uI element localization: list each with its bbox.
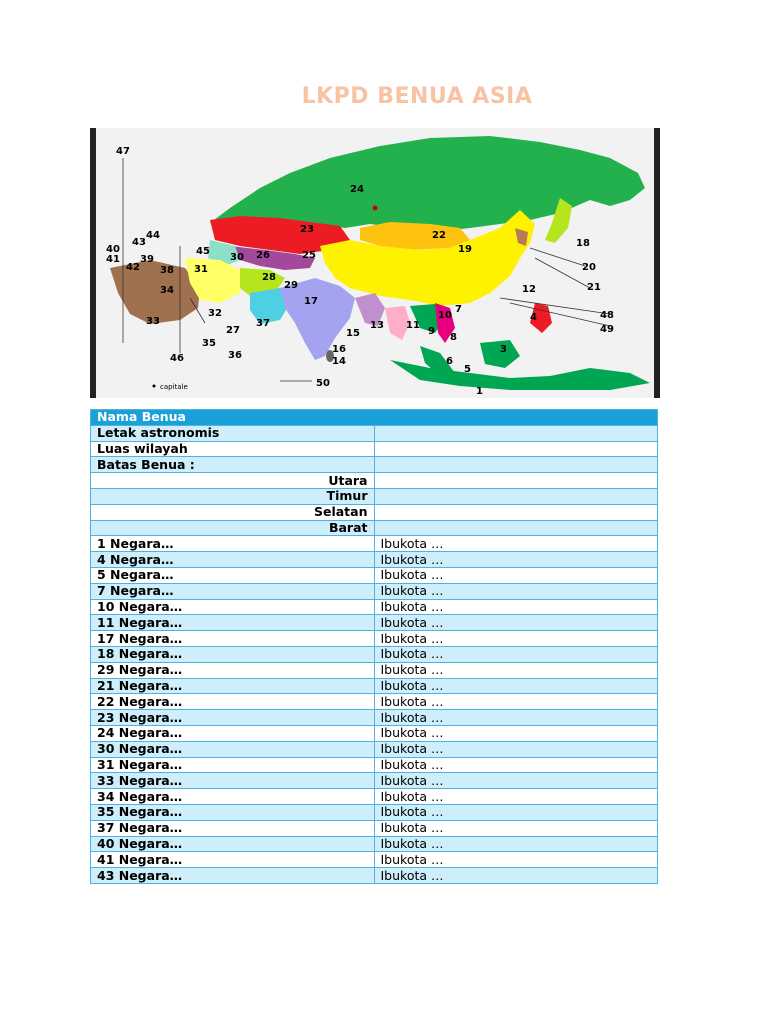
answer-field[interactable] <box>374 441 658 457</box>
capital-field[interactable]: Ibukota … <box>374 631 658 647</box>
capital-field[interactable]: Ibukota … <box>374 536 658 552</box>
map-label: 43 <box>132 237 146 248</box>
map-label: 48 <box>600 310 614 321</box>
country-row <box>91 662 658 678</box>
table-row <box>91 504 658 520</box>
border-label-south: Selatan <box>91 504 375 520</box>
map-label: 12 <box>522 284 536 295</box>
map-label: 19 <box>458 244 472 255</box>
country-row <box>91 836 658 852</box>
capital-field[interactable]: Ibukota … <box>374 567 658 583</box>
country-label: 11 Negara… <box>91 615 375 631</box>
asia-map-svg <box>90 128 660 398</box>
capital-field[interactable]: Ibukota … <box>374 599 658 615</box>
capital-field[interactable]: Ibukota … <box>374 757 658 773</box>
table-row <box>91 520 658 536</box>
country-row <box>91 536 658 552</box>
map-label: 25 <box>302 250 316 261</box>
country-label: 21 Negara… <box>91 678 375 694</box>
country-row <box>91 757 658 773</box>
map-frame-left <box>90 128 96 398</box>
map-label: 18 <box>576 238 590 249</box>
map-label: 14 <box>332 356 346 367</box>
capital-field[interactable]: Ibukota … <box>374 852 658 868</box>
country-row <box>91 615 658 631</box>
map-label: 8 <box>450 332 457 343</box>
lkpd-table <box>90 409 658 884</box>
table-row <box>91 457 658 473</box>
country-label: 40 Negara… <box>91 836 375 852</box>
map-label: 47 <box>116 146 130 157</box>
map-label: 11 <box>406 320 420 331</box>
country-row <box>91 599 658 615</box>
map-label: 36 <box>228 350 242 361</box>
asia-map <box>90 128 660 398</box>
border-label-east: Timur <box>91 488 375 504</box>
country-row <box>91 789 658 805</box>
map-label: 10 <box>438 310 452 321</box>
country-row <box>91 694 658 710</box>
map-label: 35 <box>202 338 216 349</box>
capital-field[interactable]: Ibukota … <box>374 789 658 805</box>
map-label: 49 <box>600 324 614 335</box>
country-label: 29 Negara… <box>91 662 375 678</box>
country-row <box>91 804 658 820</box>
capital-field[interactable]: Ibukota … <box>374 646 658 662</box>
country-rows <box>91 536 658 884</box>
country-label: 7 Negara… <box>91 583 375 599</box>
map-label: 21 <box>587 282 601 293</box>
country-label: 22 Negara… <box>91 694 375 710</box>
country-row <box>91 725 658 741</box>
answer-field[interactable] <box>374 473 658 489</box>
map-label: 7 <box>455 304 462 315</box>
map-legend-text: capitale <box>160 383 188 391</box>
country-label: 34 Negara… <box>91 789 375 805</box>
map-label: 32 <box>208 308 222 319</box>
map-label: 26 <box>256 250 270 261</box>
map-label: 30 <box>230 252 244 263</box>
capital-field[interactable]: Ibukota … <box>374 725 658 741</box>
country-label: 24 Negara… <box>91 725 375 741</box>
country-label: 5 Negara… <box>91 567 375 583</box>
country-label: 30 Negara… <box>91 741 375 757</box>
capital-field[interactable]: Ibukota … <box>374 868 658 884</box>
country-label: 1 Negara… <box>91 536 375 552</box>
country-row <box>91 741 658 757</box>
map-label: 9 <box>428 326 435 337</box>
map-label: 27 <box>226 325 240 336</box>
map-label: 44 <box>146 230 160 241</box>
table-row <box>91 425 658 441</box>
map-label: 31 <box>194 264 208 275</box>
country-row <box>91 820 658 836</box>
row-label: Batas Benua : <box>91 457 375 473</box>
answer-field[interactable] <box>374 425 658 441</box>
map-label: 38 <box>160 265 174 276</box>
capital-field[interactable]: Ibukota … <box>374 678 658 694</box>
country-label: 43 Negara… <box>91 868 375 884</box>
country-row <box>91 868 658 884</box>
capital-field[interactable]: Ibukota … <box>374 552 658 568</box>
country-label: 10 Negara… <box>91 599 375 615</box>
country-label: 31 Negara… <box>91 757 375 773</box>
country-label: 18 Negara… <box>91 646 375 662</box>
country-row <box>91 710 658 726</box>
capital-field[interactable]: Ibukota … <box>374 615 658 631</box>
capital-field[interactable]: Ibukota … <box>374 710 658 726</box>
map-label: 45 <box>196 246 210 257</box>
map-label: 41 <box>106 254 120 265</box>
map-label: 4 <box>530 312 537 323</box>
answer-field[interactable] <box>374 520 658 536</box>
answer-field[interactable] <box>374 457 658 473</box>
map-label: 1 <box>476 386 483 397</box>
country-row <box>91 631 658 647</box>
map-label: 17 <box>304 296 318 307</box>
map-label: 46 <box>170 353 184 364</box>
country-label: 35 Negara… <box>91 804 375 820</box>
page-title: LKPD BENUA ASIA <box>301 84 533 109</box>
map-label: 15 <box>346 328 360 339</box>
map-label: 13 <box>370 320 384 331</box>
row-label: Letak astronomis <box>91 425 375 441</box>
country-row <box>91 852 658 868</box>
capital-field[interactable]: Ibukota … <box>374 583 658 599</box>
map-label: 3 <box>500 344 507 355</box>
map-label: 33 <box>146 316 160 327</box>
country-row <box>91 678 658 694</box>
table-row <box>91 441 658 457</box>
country-row <box>91 646 658 662</box>
map-label: 24 <box>350 184 364 195</box>
capital-field[interactable]: Ibukota … <box>374 836 658 852</box>
capital-field[interactable]: Ibukota … <box>374 820 658 836</box>
map-label: 5 <box>464 364 471 375</box>
map-label: 22 <box>432 230 446 241</box>
country-row <box>91 567 658 583</box>
map-label: 6 <box>446 356 453 367</box>
capital-legend-dot <box>153 385 156 388</box>
table-row <box>91 473 658 489</box>
capital-field[interactable]: Ibukota … <box>374 662 658 678</box>
map-label: 34 <box>160 285 174 296</box>
map-label: 42 <box>126 262 140 273</box>
table-header-row <box>91 410 658 426</box>
map-label: 37 <box>256 318 270 329</box>
country-label: 37 Negara… <box>91 820 375 836</box>
map-label: 50 <box>316 378 330 389</box>
country-row <box>91 552 658 568</box>
table-row <box>91 488 658 504</box>
region-arabia <box>110 260 200 324</box>
capital-marker <box>373 206 378 211</box>
row-label: Luas wilayah <box>91 441 375 457</box>
country-label: 41 Negara… <box>91 852 375 868</box>
answer-field[interactable] <box>374 504 658 520</box>
map-frame-right <box>654 128 660 398</box>
answer-field[interactable] <box>374 488 658 504</box>
map-label: 40 <box>106 244 120 255</box>
capital-field[interactable]: Ibukota … <box>374 773 658 789</box>
border-label-north: Utara <box>91 473 375 489</box>
border-label-west: Barat <box>91 520 375 536</box>
map-label: 20 <box>582 262 596 273</box>
map-label: 28 <box>262 272 276 283</box>
country-row <box>91 773 658 789</box>
country-label: 23 Negara… <box>91 710 375 726</box>
map-label: 29 <box>284 280 298 291</box>
country-label: 17 Negara… <box>91 631 375 647</box>
table-header: Nama Benua <box>91 410 658 426</box>
capital-field[interactable]: Ibukota … <box>374 804 658 820</box>
region-russia <box>210 136 645 232</box>
capital-field[interactable]: Ibukota … <box>374 741 658 757</box>
map-label: 39 <box>140 254 154 265</box>
country-label: 33 Negara… <box>91 773 375 789</box>
map-label: 23 <box>300 224 314 235</box>
map-label: 16 <box>332 344 346 355</box>
capital-field[interactable]: Ibukota … <box>374 694 658 710</box>
country-row <box>91 583 658 599</box>
country-label: 4 Negara… <box>91 552 375 568</box>
